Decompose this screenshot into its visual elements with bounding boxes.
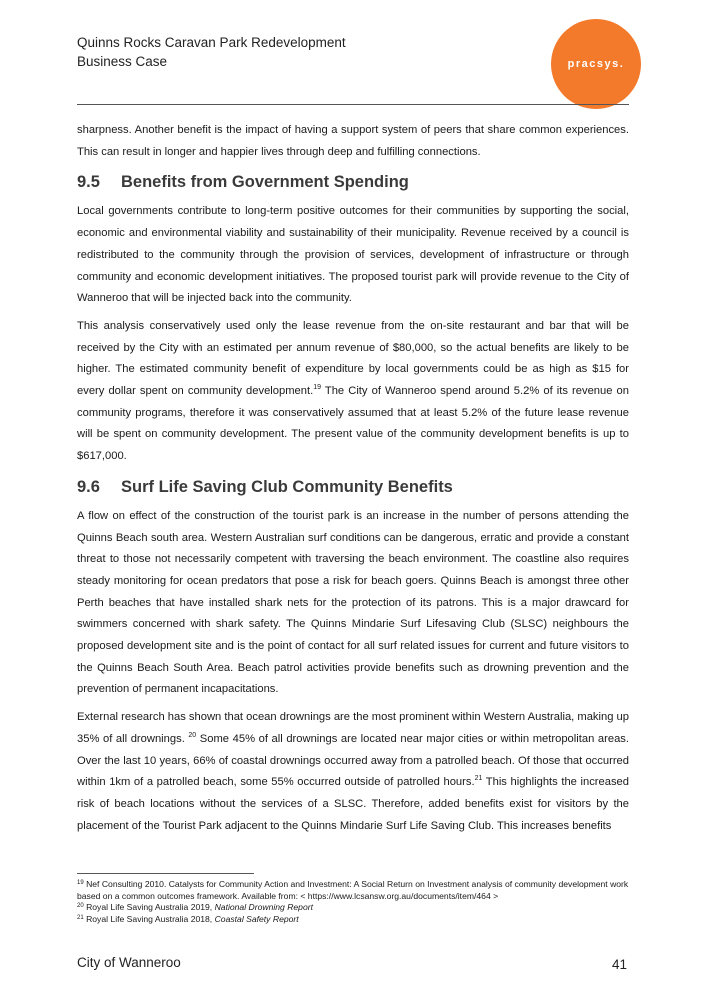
footnote-number: 20 xyxy=(77,903,84,909)
paragraph-continuation: sharpness. Another benefit is the impact of having a support system of peers that share common experiences. This can result in longer and happier lives through deep and fulfilling connections. xyxy=(77,124,629,158)
footnote-text: Nef Consulting 2010. Catalysts for Community Action and Investment: A Social Return on Investment analysis of community development work based on a common outcomes framework. Available from: < https://www.lcsansw.org.au/documents/item/464 > xyxy=(77,879,629,901)
paragraph-flow-on-effect: A flow on effect of the construction of the tourist park is an increase in the number of persons attending the Quinns Beach south area. Western Australian surf conditions can be dangerous, erratic and provide a constant threat to those not necessarily competent with traversing the beach environment. The coastline also requires steady monitoring for ocean predators that pose a risk for beach goers. Quinns Beach is amongst three other Perth beaches that have installed shark nets for the protection of its patrons. This is a major drawcard for swimmers concerned with shark safety. The Quinns Mindarie Surf Lifesaving Club (SLSC) neighbours the proposed development site and is the point of contact for all surf related issues for current and future visitors to the Quinns Beach South Area. Beach patrol activities provide benefits such as drowning prevention and the prevention of permanent incapacitations. xyxy=(77,509,629,696)
paragraph-text: Some 45% of all drownings are located near major cities or within metropolitan areas. Over the last 10 years, 66% of coastal drownings occurred away from a patrolled beach. Of those that occurred within 1km of a patrolled beach, some 55% occurred outside of patrolled hours. xyxy=(77,732,629,789)
footnote-text: Royal Life Saving Australia 2019, xyxy=(83,902,215,912)
footnote-20 xyxy=(77,902,629,914)
header-divider xyxy=(77,104,629,105)
page-content xyxy=(77,120,629,843)
footnote-title: Coastal Safety Report xyxy=(214,913,299,924)
footnote-number: 21 xyxy=(77,914,84,921)
footnote-title: National Drowning Report xyxy=(214,902,313,912)
footnote-ref-19: 19 xyxy=(313,384,321,392)
footnote-divider xyxy=(77,873,254,874)
logo-text: pracsys. xyxy=(567,58,625,70)
section-number: 9.5 xyxy=(77,173,100,192)
footnote-number: 19 xyxy=(77,880,84,886)
paragraph-drownings xyxy=(77,707,629,837)
paragraph-text: External research has shown that ocean drownings are the most prominent within Western Australia, making up 35% of all drownings. xyxy=(77,711,629,745)
paragraph-text: This analysis conservatively used only the lease revenue from the on-site restaurant and bar that will be received by the City with an estimated per annum revenue of $80,000, so the actual benefits are likely to be higher. The estimated community benefit of expenditure by local governments could be as high as $15 for every dollar spent on community development. xyxy=(77,319,629,398)
paragraph-text: This highlights the increased risk of beach locations without the services of a SLSC. Therefore, added benefits exist for visitors by the placement of the Tourist Park adjacent to the Quinns Mindarie Surf Life Saving Club. This increases benefits xyxy=(77,776,629,832)
section-number: 9.6 xyxy=(77,477,100,496)
paragraph-lease-revenue xyxy=(77,316,629,468)
page-number: 41 xyxy=(612,957,628,972)
section-title: Benefits from Government Spending xyxy=(121,173,409,192)
footnote-text: Royal Life Saving Australia 2018, xyxy=(83,913,215,924)
section-heading-9-5 xyxy=(77,169,629,195)
header-title-line1: Quinns Rocks Caravan Park Redevelopment xyxy=(77,35,346,50)
header-title-line2: Business Case xyxy=(77,54,168,69)
footer-organisation: City of Wanneroo xyxy=(77,955,181,970)
section-heading-9-6 xyxy=(77,474,629,500)
pracsys-logo xyxy=(551,19,641,109)
section-title: Surf Life Saving Club Community Benefits xyxy=(121,477,453,496)
footnote-21 xyxy=(77,914,629,926)
footnote-19 xyxy=(77,879,629,902)
footnotes xyxy=(77,879,629,925)
paragraph-text: The City of Wanneroo spend around 5.2% of its revenue on community programs, therefore it was conservatively assumed that at least 5.2% of the future lease revenue will be spent on community development. The present value of the community development benefits is up to $617,000. xyxy=(77,385,629,463)
page-header xyxy=(77,33,632,71)
paragraph-local-government: Local governments contribute to long-term positive outcomes for their communities by supporting the social, economic and environmental viability and sustainability of their municipality. Revenue received by a council is redistributed to the community through the provision of services, development of infrastructure or through community and economic development initiatives. The proposed tourist park will provide revenue to the City of Wanneroo that will be injected back into the community. xyxy=(77,205,629,305)
footnote-ref-20: 20 xyxy=(188,731,197,739)
footnote-ref-21: 21 xyxy=(474,775,483,783)
